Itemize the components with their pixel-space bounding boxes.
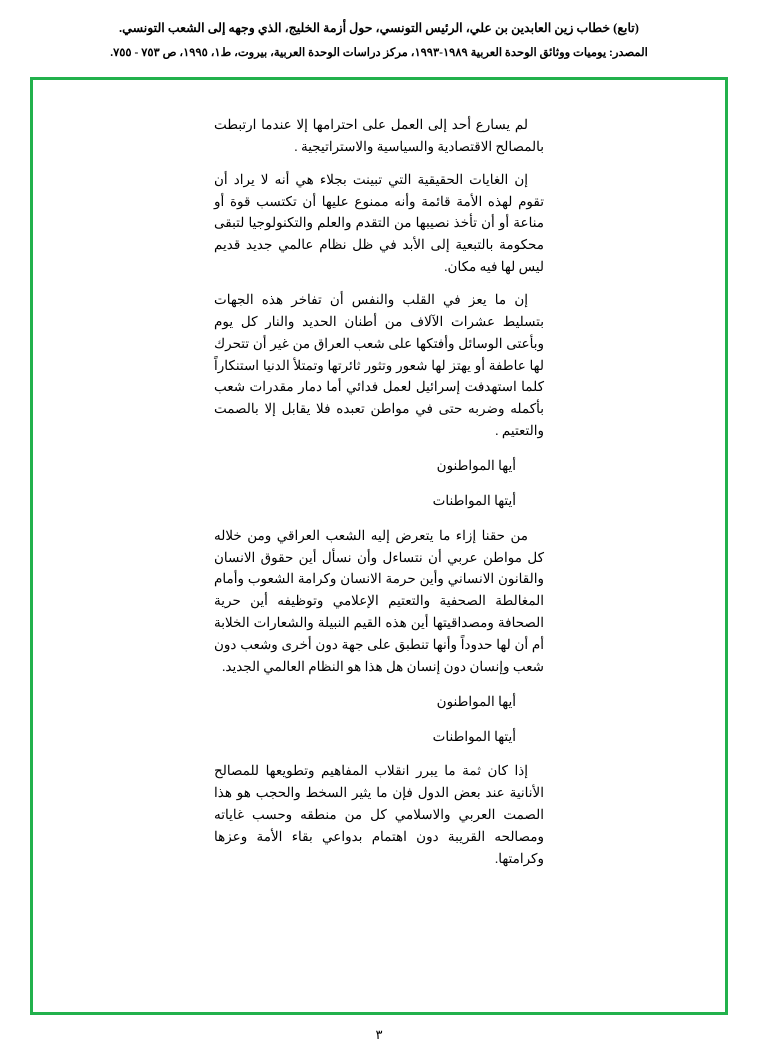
body-paragraph: إذا كان ثمة ما يبرر انقلاب المفاهيم وتطويعها للمصالح الأنانية عند بعض الدول فإن ما يثير السخط والحجب هو هذا الصمت العربي والاسلامي كل من منطقه وحسب غاياته ومصالحه القريبة دون اهتمام بدواعي بقاء الأمة وعزها وكرامتها. <box>214 763 544 866</box>
body-paragraph: لم يسارع أحد إلى العمل على احترامها إلا عندما ارتبطت بالمصالح الاقتصادية والسياسية والاستراتيجية . <box>214 117 544 154</box>
body-paragraph: من حقنا إزاء ما يتعرض إليه الشعب العراقي ومن خلاله كل مواطن عربي أن نتساءل وأن نسأل أين حقوق الانسان والقانون الانساني وأين حرمة الانسان وكرامة الشعوب وأمام المغالطة الصحفية والتعتيم الإعلامي وتوظيفه أين حرية الصحافة ومصداقيتها أين هذه القيم النبيلة والشعارات الخلابة أم أن لها حدوداً وأنها تنطبق على جهة دون أخرى وشعب دون شعب وإنسان دون إنسان هل هذا هو النظام العالمي الجديد. <box>214 527 544 674</box>
page-footer <box>30 1015 728 1053</box>
page-number: ٣ <box>375 1027 383 1042</box>
content-frame <box>30 77 728 1015</box>
document-body <box>214 114 544 870</box>
body-paragraph: إن الغايات الحقيقية التي تبينت بجلاء هي أنه لا يراد أن تقوم لهذه الأمة قائمة وأنه ممنوع عليها أن تكتسب قوة أو مناعة أو أن تأخذ نصيبها من التقدم والعلم والتكنولوجيا لتبقى محكومة بالتبعية إلى الأبد في ظل نظام عالمي جديد قديم ليس لها فيه مكان. <box>214 171 544 275</box>
document-title: (تابع) خطاب زين العابدين بن علي، الرئيس التونسي، حول أزمة الخليج، الذي وجهه إلى الشعب التونسي. <box>119 21 639 35</box>
document-source: المصدر: يوميات ووثائق الوحدة العربية ١٩٨٩-١٩٩٣، مركز دراسات الوحدة العربية، بيروت، ط١، ١٩٩٥، ص ٧٥٣ - ٧٥٥. <box>110 46 648 59</box>
page-header <box>30 14 728 63</box>
vocative-line: أيها المواطنون <box>436 458 516 474</box>
vocative-line: أيها المواطنون <box>436 693 516 709</box>
vocative-line: أيتها المواطنات <box>432 492 516 508</box>
body-paragraph: إن ما يعز في القلب والنفس أن تفاخر هذه الجهات بتسليط عشرات الآلاف من أطنان الحديد والنار كل يوم وبأعتى الوسائل وأفتكها على شعب العراق من غير أن تتحرك لها عاطفة أو يهتز لها شعور وتثور ثائرتها وتمتلأ الدنيا استنكاراً كلما استهدفت إسرائيل لعمل فدائي أما دمار مقدرات شعب بأكمله وضربه حتى في مواطن تعبده فلا يقابل إلا بالصمت والتعتيم . <box>214 292 544 439</box>
vocative-line: أيتها المواطنات <box>432 728 516 744</box>
